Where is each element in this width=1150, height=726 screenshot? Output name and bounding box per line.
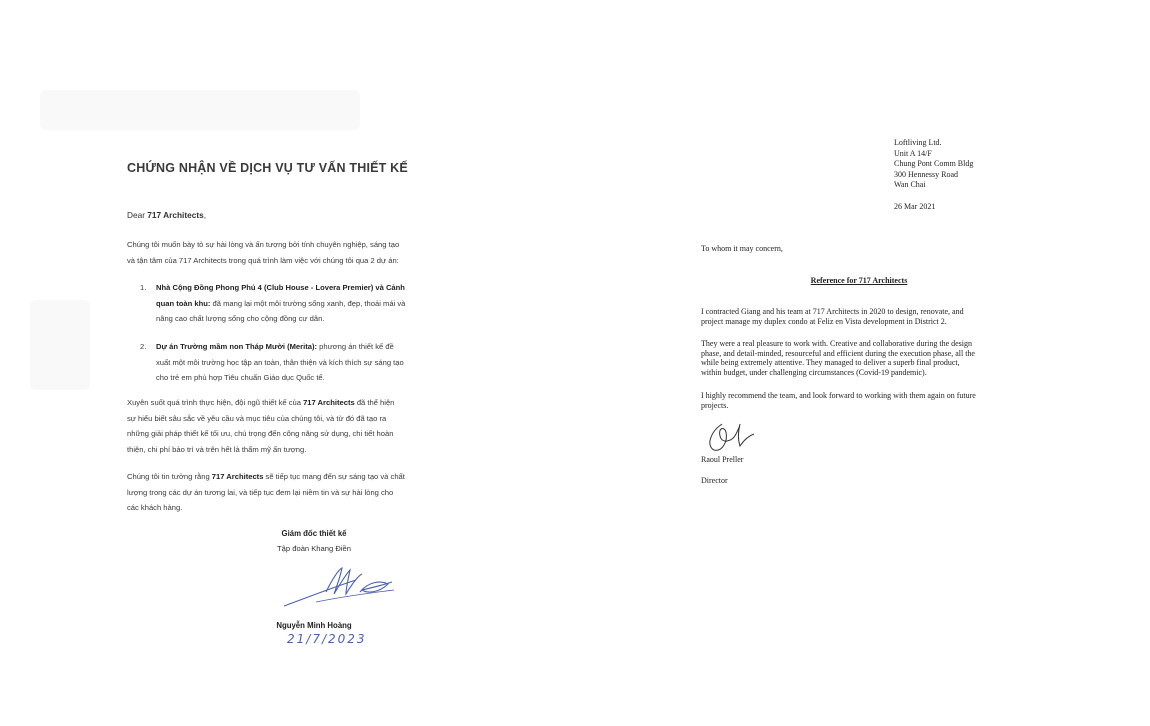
salutation: To whom it may concern, [701,244,783,253]
reference-paragraph-1: I contracted Giang and his team at 717 Architects in 2020 to design, renovate, and project manage my duplex condo at Feliz en Vista development in District 2. [701,307,964,326]
body-paragraph-3: Chúng tôi tin tưởng rằng 717 Architects sẽ tiếp tục mang đến sự sáng tạo và chất lượng trong các dự án tương lai, và tiếp tục đem lại niềm tin và sự hài lòng cho các khách hàng. [127,472,405,512]
signatory-organization: Tập đoàn Khang Điền [277,544,351,553]
intro-paragraph: Chúng tôi muốn bày tỏ sự hài lòng và ấn tượng bởi tính chuyên nghiệp, sáng tạo và tận tâm của 717 Architects trong quá trình làm việc với chúng tôi qua 2 dự án: [127,240,400,265]
reference-paragraph-3: I highly recommend the team, and look forward to working with them again on future projects. [701,391,976,410]
handwritten-signature-en [704,418,764,454]
project-item-2: 2. Dự án Trường mầm non Tháp Mười (Merita): phương án thiết kế đề xuất một môi trường học tập an toàn, thân thiện và kích thích sự sáng tạo cho trẻ em phù hợp Tiêu chuẩn Giáo dục Quốc tế. [140,342,404,382]
scan-ghost [30,300,90,390]
signatory-role: Giám đốc thiết kế [281,529,347,538]
reference-subject: Reference for 717 Architects [810,276,908,285]
signer-title: Director [701,476,728,485]
signer-name: Raoul Preller [701,455,744,464]
body-paragraph-2: Xuyên suốt quá trình thực hiện, đội ngũ thiết kế của 717 Architects đã thể hiện sự hiểu biết sâu sắc về yêu cầu và mục tiêu của chúng tôi, và từ đó đã tạo ra những giải pháp thiết kế tối ưu, chú trọng đến công năng sử dụng, chi tiết hoàn thiện, chi phí bảo trì và trên hết là thẩm mỹ ấn tượng. [127,398,395,454]
signatory-name: Nguyễn Minh Hoàng [276,621,352,630]
greeting: Dear 717 Architects, [127,210,207,220]
reference-paragraph-2: They were a real pleasure to work with. Creative and collaborative during the design phase, and detail-minded, resourceful and efficient during the execution phase, all the while being extremely attentive. They managed to deliver a superb final product, within budget, under challenging circumstances (Covid-19 pandemic). [701,339,975,377]
project-item-1: 1. Nhà Cộng Đồng Phong Phú 4 (Club House - Lovera Premier) và Cảnh quan toàn khu: đã mang lại một môi trường sống xanh, đẹp, thoải mái và nâng cao chất lượng sống cho cộng đồng cư dân. [140,283,406,323]
handwritten-date: 21/7/2023 [287,632,367,646]
scan-ghost [40,90,360,130]
certificate-title: CHỨNG NHẬN VỀ DỊCH VỤ TƯ VẤN THIẾT KẾ [127,161,408,175]
letter-date: 26 Mar 2021 [894,202,936,211]
sender-address: Loftliving Ltd. Unit A 14/F Chung Pont Comm Bldg 300 Hennessy Road Wan Chai [894,138,974,189]
handwritten-signature-vn [276,562,396,612]
